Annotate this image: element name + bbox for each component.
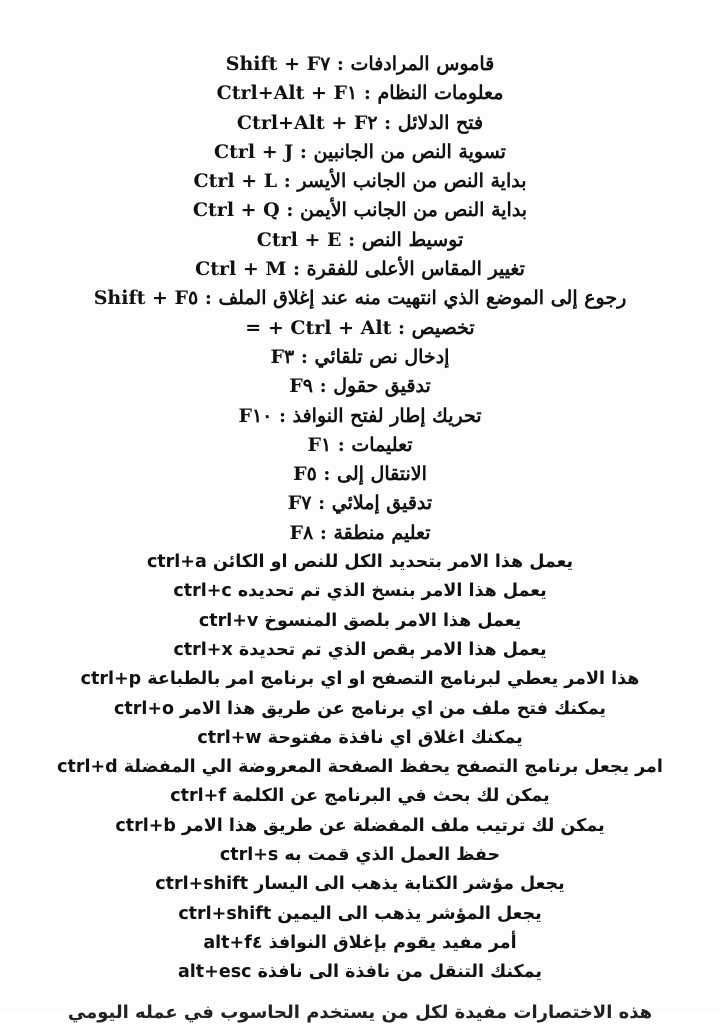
command-line: يجعل مؤشر الكتابة يذهب الى اليسار ctrl+shift: [155, 874, 565, 895]
shortcut-line: بداية النص من الجانب الأيمن : Ctrl + Q: [192, 199, 528, 222]
shortcut-line: تسوية النص من الجانبين : Ctrl + J: [214, 140, 506, 163]
shortcut-line: الانتقال إلى : F٥: [293, 463, 427, 486]
shortcut-line: تعليمات : F١: [307, 433, 413, 456]
shortcut-list: [0, 50, 720, 988]
shortcut-line: تعليم منطقة : F٨: [289, 521, 431, 544]
command-line: أمر مفيد يقوم بإغلاق النوافذ alt+f٤: [203, 932, 517, 953]
shortcut-line: معلومات النظام : Ctrl+Alt + F١: [216, 82, 504, 105]
shortcut-line: رجوع إلى الموضع الذي انتهيت منه عند إغلاق الملف : Shift + F٥: [93, 287, 627, 310]
command-line: يعمل هذا الامر بقص الذي تم تحديدة ctrl+x: [173, 639, 547, 660]
command-line: يمكنك فتح ملف من اي برنامج عن طريق هذا الامر ctrl+o: [113, 698, 607, 719]
shortcut-line: قاموس المرادفات : Shift + F٧: [225, 53, 495, 75]
command-line: يمكنك التنقل من نافذة الى نافذة alt+esc: [178, 962, 542, 983]
shortcut-line: تغيير المقاس الأعلى للفقرة : Ctrl + M: [195, 258, 525, 281]
shortcut-line: فتح الدلائل : Ctrl+Alt + F٢: [236, 111, 484, 134]
command-line: حفظ العمل الذي قمت به ctrl+s: [219, 845, 501, 866]
shortcut-line: توسيط النص : Ctrl + E: [256, 228, 464, 251]
command-line: يمكن لك بحث في البرنامج عن الكلمة ctrl+f: [170, 786, 550, 807]
shortcut-line: تدقيق حقول : F٩: [289, 375, 431, 398]
shortcut-line: تدقيق إملائي : F٧: [287, 492, 433, 515]
command-line: يمكنك اغلاق اي نافذة مفتوحة ctrl+w: [197, 727, 523, 748]
command-line: يمكن لك ترتيب ملف المفضلة عن طريق هذا الامر ctrl+b: [115, 815, 605, 836]
shortcut-line: تخصيص : Ctrl + Alt + =: [245, 316, 475, 339]
command-line: يجعل المؤشر يذهب الى اليمين ctrl+shift: [178, 903, 542, 924]
command-line: هذا الامر يعطي لبرنامج التصفح او اي برنامج امر بالطباعة ctrl+p: [80, 669, 640, 690]
shortcut-line: إدخال نص تلقائي : F٣: [270, 345, 450, 368]
command-line: يعمل هذا الامر بنسخ الذي تم تحديده ctrl+c: [173, 581, 547, 602]
shortcut-line: تحريك إطار لفتح النوافذ : F١٠: [238, 404, 482, 427]
command-line: امر يجعل برنامج التصفح يحفظ الصفحة المعروضة الي المفضلة ctrl+d: [57, 757, 663, 778]
shortcut-line: بداية النص من الجانب الأيسر : Ctrl + L: [193, 170, 527, 193]
command-line: يعمل هذا الامر بلصق المنسوخ ctrl+v: [198, 610, 522, 631]
command-line: يعمل هذا الامر بتحديد الكل للنص او الكائن ctrl+a: [146, 552, 574, 573]
cut-off-text-line: هذه الاختصارات مفيدة لكل من يستخدم الحاسوب في عمله اليومي: [67, 1002, 653, 1023]
